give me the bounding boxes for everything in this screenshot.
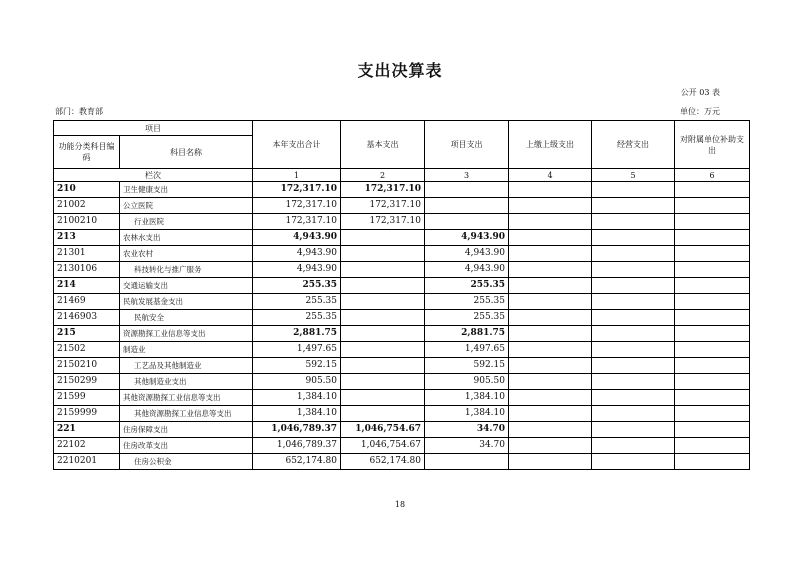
project-cell [425, 182, 509, 198]
subsidy-cell [675, 422, 750, 438]
header-upper: 上缴上级支出 [509, 121, 592, 169]
business-cell [592, 310, 675, 326]
code-cell: 21599 [54, 390, 120, 406]
upper-cell [509, 214, 592, 230]
table-row [54, 262, 750, 278]
item-name-cell: 工艺品及其他制造业 [120, 358, 253, 374]
table-row [54, 422, 750, 438]
upper-cell [509, 406, 592, 422]
upper-cell [509, 246, 592, 262]
total-cell: 172,317.10 [253, 198, 341, 214]
code-cell: 21301 [54, 246, 120, 262]
basic-cell [341, 230, 425, 246]
total-cell: 172,317.10 [253, 182, 341, 198]
item-name-cell: 其他制造业支出 [120, 374, 253, 390]
business-cell [592, 374, 675, 390]
basic-cell [341, 294, 425, 310]
upper-cell [509, 182, 592, 198]
total-cell: 1,384.10 [253, 406, 341, 422]
project-cell: 1,384.10 [425, 406, 509, 422]
basic-cell: 172,317.10 [341, 182, 425, 198]
total-cell: 255.35 [253, 310, 341, 326]
upper-cell [509, 422, 592, 438]
table-row [54, 454, 750, 470]
code-cell: 2100210 [54, 214, 120, 230]
business-cell [592, 294, 675, 310]
code-cell: 2150299 [54, 374, 120, 390]
project-cell: 255.35 [425, 278, 509, 294]
item-name-cell: 其他资源勘探工业信息等支出 [120, 390, 253, 406]
upper-cell [509, 310, 592, 326]
subsidy-cell [675, 454, 750, 470]
basic-cell: 172,317.10 [341, 198, 425, 214]
item-name-cell: 制造业 [120, 342, 253, 358]
business-cell [592, 422, 675, 438]
business-cell [592, 358, 675, 374]
subsidy-cell [675, 198, 750, 214]
subsidy-cell [675, 278, 750, 294]
business-cell [592, 390, 675, 406]
table-row [54, 198, 750, 214]
project-cell: 1,497.65 [425, 342, 509, 358]
item-name-cell: 其他资源勘探工业信息等支出 [120, 406, 253, 422]
subsidy-cell [675, 358, 750, 374]
item-name-cell: 行业医院 [120, 214, 253, 230]
total-cell: 905.50 [253, 374, 341, 390]
header-project-exp: 项目支出 [425, 121, 509, 169]
upper-cell [509, 230, 592, 246]
basic-cell [341, 358, 425, 374]
subsidy-cell [675, 182, 750, 198]
project-cell: 255.35 [425, 310, 509, 326]
item-name-cell: 科技转化与推广服务 [120, 262, 253, 278]
item-name-cell: 住房改革支出 [120, 438, 253, 454]
table-row [54, 182, 750, 198]
subsidy-cell [675, 326, 750, 342]
table-row [54, 374, 750, 390]
upper-cell [509, 454, 592, 470]
project-cell: 905.50 [425, 374, 509, 390]
col-number: 4 [509, 169, 592, 182]
upper-cell [509, 358, 592, 374]
business-cell [592, 262, 675, 278]
table-row [54, 230, 750, 246]
basic-cell [341, 374, 425, 390]
table-row [54, 214, 750, 230]
basic-cell: 652,174.80 [341, 454, 425, 470]
col-number: 6 [675, 169, 750, 182]
header-basic: 基本支出 [341, 121, 425, 169]
item-name-cell: 卫生健康支出 [120, 182, 253, 198]
total-cell: 1,384.10 [253, 390, 341, 406]
subsidy-cell [675, 342, 750, 358]
upper-cell [509, 198, 592, 214]
col-number: 3 [425, 169, 509, 182]
business-cell [592, 454, 675, 470]
table-row [54, 278, 750, 294]
project-cell: 2,881.75 [425, 326, 509, 342]
basic-cell [341, 406, 425, 422]
total-cell: 4,943.90 [253, 246, 341, 262]
upper-cell [509, 342, 592, 358]
header-project: 项目 [54, 121, 253, 136]
basic-cell: 1,046,754.67 [341, 422, 425, 438]
project-cell [425, 214, 509, 230]
total-cell: 4,943.90 [253, 230, 341, 246]
total-cell: 172,317.10 [253, 214, 341, 230]
project-cell: 1,384.10 [425, 390, 509, 406]
table-row [54, 326, 750, 342]
code-cell: 214 [54, 278, 120, 294]
table-row [54, 390, 750, 406]
business-cell [592, 406, 675, 422]
business-cell [592, 246, 675, 262]
header-item-name: 科目名称 [120, 136, 253, 169]
department-label: 部门：教育部 [55, 107, 103, 116]
subsidy-cell [675, 438, 750, 454]
project-cell: 592.15 [425, 358, 509, 374]
table-row [54, 438, 750, 454]
total-cell: 2,881.75 [253, 326, 341, 342]
project-cell: 34.70 [425, 422, 509, 438]
item-name-cell: 民航发展基金支出 [120, 294, 253, 310]
subsidy-cell [675, 374, 750, 390]
upper-cell [509, 278, 592, 294]
header-row-label: 栏次 [54, 169, 253, 182]
code-cell: 2130106 [54, 262, 120, 278]
subsidy-cell [675, 406, 750, 422]
item-name-cell: 农业农村 [120, 246, 253, 262]
upper-cell [509, 390, 592, 406]
code-cell: 213 [54, 230, 120, 246]
business-cell [592, 278, 675, 294]
project-cell: 4,943.90 [425, 246, 509, 262]
form-number: 公开 03 表 [680, 88, 720, 97]
item-name-cell: 资源勘探工业信息等支出 [120, 326, 253, 342]
upper-cell [509, 374, 592, 390]
upper-cell [509, 262, 592, 278]
code-cell: 21469 [54, 294, 120, 310]
item-name-cell: 住房保障支出 [120, 422, 253, 438]
business-cell [592, 198, 675, 214]
code-cell: 22102 [54, 438, 120, 454]
total-cell: 255.35 [253, 294, 341, 310]
code-cell: 215 [54, 326, 120, 342]
project-cell: 4,943.90 [425, 230, 509, 246]
code-cell: 2150210 [54, 358, 120, 374]
subsidy-cell [675, 310, 750, 326]
col-number: 1 [253, 169, 341, 182]
code-cell: 221 [54, 422, 120, 438]
page-number: 18 [394, 500, 406, 509]
business-cell [592, 214, 675, 230]
table-row [54, 342, 750, 358]
header-func-code: 功能分类科目编码 [54, 136, 120, 169]
code-cell: 21002 [54, 198, 120, 214]
upper-cell [509, 438, 592, 454]
subsidy-cell [675, 246, 750, 262]
code-cell: 2210201 [54, 454, 120, 470]
basic-cell [341, 246, 425, 262]
code-cell: 210 [54, 182, 120, 198]
basic-cell [341, 278, 425, 294]
business-cell [592, 326, 675, 342]
project-cell: 4,943.90 [425, 262, 509, 278]
total-cell: 4,943.90 [253, 262, 341, 278]
business-cell [592, 342, 675, 358]
total-cell: 1,497.65 [253, 342, 341, 358]
subsidy-cell [675, 390, 750, 406]
total-cell: 1,046,789.37 [253, 422, 341, 438]
subsidy-cell [675, 230, 750, 246]
item-name-cell: 农林水支出 [120, 230, 253, 246]
upper-cell [509, 294, 592, 310]
item-name-cell: 民航安全 [120, 310, 253, 326]
project-cell [425, 454, 509, 470]
table-row [54, 246, 750, 262]
basic-cell: 172,317.10 [341, 214, 425, 230]
subsidy-cell [675, 294, 750, 310]
code-cell: 2159999 [54, 406, 120, 422]
page-title: 支出决算表 [357, 61, 443, 80]
code-cell: 2146903 [54, 310, 120, 326]
business-cell [592, 230, 675, 246]
total-cell: 255.35 [253, 278, 341, 294]
header-business: 经营支出 [592, 121, 675, 169]
col-number: 2 [341, 169, 425, 182]
project-cell [425, 198, 509, 214]
basic-cell [341, 262, 425, 278]
table-row [54, 406, 750, 422]
upper-cell [509, 326, 592, 342]
code-cell: 21502 [54, 342, 120, 358]
table-row [54, 294, 750, 310]
total-cell: 1,046,789.37 [253, 438, 341, 454]
table-row [54, 358, 750, 374]
subsidy-cell [675, 262, 750, 278]
basic-cell: 1,046,754.67 [341, 438, 425, 454]
item-name-cell: 公立医院 [120, 198, 253, 214]
total-cell: 592.15 [253, 358, 341, 374]
header-subsidy: 对附属单位补助支出 [675, 121, 750, 169]
subsidy-cell [675, 214, 750, 230]
expenditure-table [53, 120, 750, 470]
item-name-cell: 住房公积金 [120, 454, 253, 470]
item-name-cell: 交通运输支出 [120, 278, 253, 294]
basic-cell [341, 390, 425, 406]
basic-cell [341, 310, 425, 326]
col-number: 5 [592, 169, 675, 182]
project-cell: 255.35 [425, 294, 509, 310]
basic-cell [341, 326, 425, 342]
business-cell [592, 438, 675, 454]
business-cell [592, 182, 675, 198]
header-total: 本年支出合计 [253, 121, 341, 169]
table-row [54, 310, 750, 326]
basic-cell [341, 342, 425, 358]
total-cell: 652,174.80 [253, 454, 341, 470]
project-cell: 34.70 [425, 438, 509, 454]
unit-label: 单位：万元 [680, 107, 720, 116]
